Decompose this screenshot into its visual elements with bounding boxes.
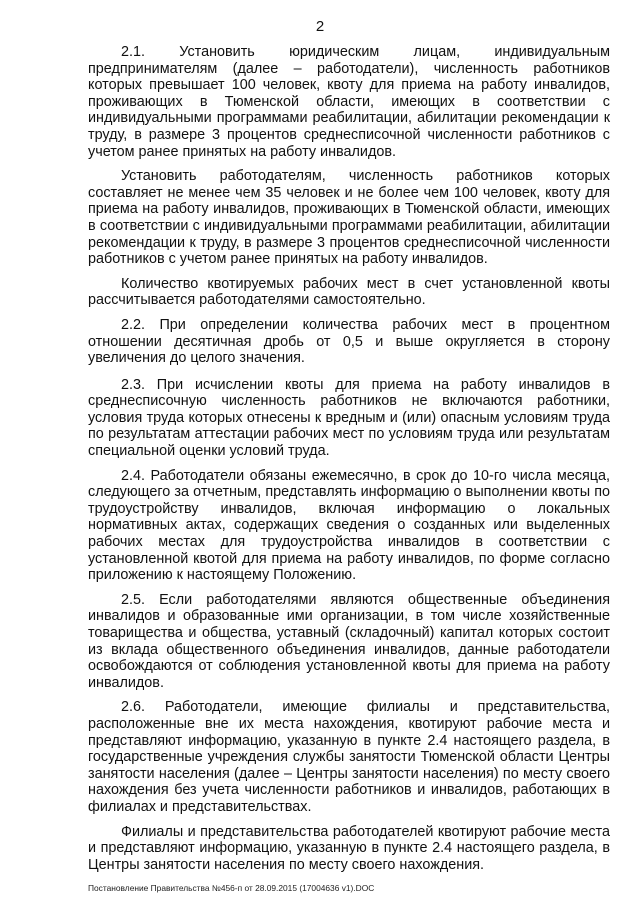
- document-footer: Постановление Правительства №456-п от 28.09.2015 (17004636 v1).DOC: [88, 883, 375, 893]
- paragraph-branches: Филиалы и представительства работодателей квотируют рабочие места и представляют информацию, указанную в пункте 2.4 настоящего раздела, в Центры занятости населения по месту своего нахождения.: [88, 823, 610, 873]
- paragraph-2-6: 2.6. Работодатели, имеющие филиалы и представительства, расположенные вне их места нахождения, квотируют рабочие места и представляют информацию, указанную в пункте 2.4 настоящего раздела, в государственные учреждения службы занятости Тюменской области Центры занятости населения (далее – Центры занятости населения) по месту своего нахождения без учета численности работников и инвалидов, работающих в филиалах и представительствах.: [88, 699, 610, 815]
- paragraph-2-2: 2.2. При определении количества рабочих мест в процентном отношении десятичная дробь от 0,5 и выше округляется в сторону увеличения до целого значения.: [88, 316, 610, 367]
- paragraph-2-5: 2.5. Если работодателями являются общественные объединения инвалидов и образованные ими организации, в том числе хозяйственные товарищества и общества, уставный (складочный) капитал которых состоит из вклада общественного объединения инвалидов, данные работодатели освобождаются от соблюдения установленной квоты для приема на работу инвалидов.: [88, 591, 610, 691]
- paragraph-2-3: 2.3. При исчислении квоты для приема на работу инвалидов в среднесписочную численность работников не включаются работники, условия труда которых отнесены к вредным и (или) опасным условиям труда по результатам аттестации рабочих мест по условиям труда или результатам специальной оценки условий труда.: [88, 376, 610, 460]
- page-number: 2: [315, 18, 325, 35]
- paragraph-quota-count: Количество квотируемых рабочих мест в счет установленной квоты рассчитывается работодателями самостоятельно.: [88, 275, 610, 309]
- paragraph-2-1: 2.1. Установить юридическим лицам, индивидуальным предпринимателям (далее – работодатели), численность работников которых превышает 100 человек, квоту для приема на работу инвалидов, проживающих в Тюменской области, имеющих в соответствии с индивидуальными программами реабилитации, абилитации рекомендации к труду, в размере 3 процентов среднесписочной численности работников с учетом ранее принятых на работу инвалидов.: [88, 44, 610, 160]
- paragraph-2-4: 2.4. Работодатели обязаны ежемесячно, в срок до 10-го числа месяца, следующего за отчетным, представлять информацию о выполнении квоты по трудоустройству инвалидов, включая информацию о локальных нормативных актах, содержащих сведения о созданных или выделенных рабочих местах для трудоустройства инвалидов в соответствии с установленной квотой для приема на работу инвалидов, по форме согласно приложению к настоящему Положению.: [88, 467, 610, 584]
- paragraph-2-1-continued: Установить работодателям, численность работников которых составляет не менее чем 35 человек и не более чем 100 человек, квоту для приема на работу инвалидов, проживающих в Тюменской области, имеющих в соответствии с индивидуальными программами реабилитации, абилитации рекомендации к труду, в размере 3 процентов среднесписочной численности работников с учетом ранее принятых на работу инвалидов.: [88, 168, 610, 268]
- document-body: [88, 44, 610, 881]
